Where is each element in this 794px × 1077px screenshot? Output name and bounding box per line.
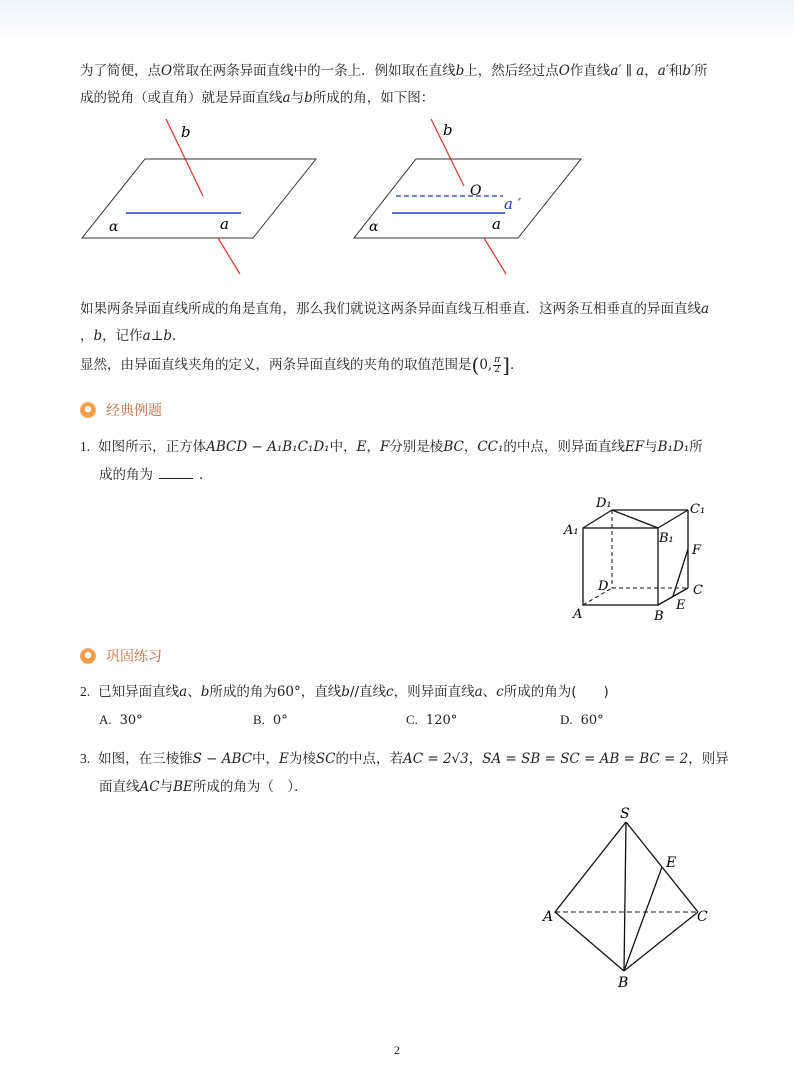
section-title: 巩固练习 [106,649,162,665]
text: 与 [290,90,305,106]
label-B: B [618,975,629,991]
header-band [0,0,794,38]
label-E: E [676,598,686,613]
skew-lines-figure [80,116,600,278]
label-b: b [443,121,453,139]
text: ， [468,751,483,767]
math-EF: EF [624,439,645,455]
label-D: D [598,579,609,594]
label-B: B [654,609,664,624]
text: 常取在两条异面直线中的一条上．例如取在直线 [172,63,456,79]
text: 中， [252,751,280,767]
lightbulb-icon [80,402,96,418]
edge-A1D1 [583,510,612,528]
choice-a[interactable] [99,712,143,728]
choice-value: 60° [580,713,604,728]
label-D1: D₁ [596,496,612,511]
math-E: E [356,439,367,455]
text: 显然，由异面直线夹角的定义，两条异面直线的夹角的取值范围是 [80,357,472,373]
label-C1: C₁ [690,502,706,517]
line-b-lower [484,238,506,274]
text: //直线 [349,684,387,700]
math-a-perp-b: a⊥b [142,328,173,344]
label-F: F [692,543,702,558]
label-E: E [666,855,677,871]
text: 所成的角为 [209,684,277,700]
interval-open: ( [471,353,480,377]
intro-line-2 [80,86,434,110]
math-F: F [379,439,390,455]
label-a: a [492,215,501,233]
label-b: b [181,123,191,141]
edge-SB [624,822,626,971]
edge-SA [555,822,626,912]
segment-B1D1 [612,510,658,528]
question-1-line-1 [80,435,703,459]
label-alpha: α [109,219,119,235]
text: 所成的角为（ ）． [192,779,308,795]
numerator: π [494,354,501,365]
text: 所成的角，如下图： [312,90,435,106]
cube-figure [560,490,720,626]
choice-value: 120° [425,713,458,728]
math-O: O [558,63,570,79]
text: ，则异 [688,751,729,767]
math-CC1: CC₁ [477,439,504,455]
right-plane-figure [354,119,581,274]
text: 面直线 [99,779,140,795]
text: 中， [329,439,357,455]
edge-AB [555,912,624,971]
math-b: b [93,328,103,344]
question-3-line-2 [99,775,308,799]
text: 的中点，若 [335,751,403,767]
math-a: a [282,90,291,106]
lightbulb-icon [80,648,96,664]
text: 、 [482,684,497,700]
choice-c[interactable] [406,712,457,728]
plane-alpha [354,159,581,238]
label-O: O [470,183,482,199]
math-b-prime: b′ [682,63,695,79]
math-cube: ABCD − A₁B₁C₁D₁ [206,439,330,455]
label-C: C [693,583,703,598]
interval-start: 0, [479,357,493,373]
math-c: c [496,684,504,700]
text: 与 [159,779,174,795]
front-face [583,528,658,605]
math-b: b [304,90,313,106]
text: ． [172,328,186,344]
math-O: O [161,63,173,79]
text: 如图所示，正方体 [98,439,207,455]
text: 、 [187,684,201,700]
page-number: 2 [394,1043,400,1057]
math-edge-lengths: SA = SB = SC = AB = BC = 2 [482,751,689,767]
label-alpha: α [369,219,379,235]
choice-label: D. [560,712,573,727]
question-number: 2. [80,684,91,699]
fraction-pi-over-2 [493,356,501,375]
label-a: a [220,215,229,233]
choice-d[interactable] [560,712,604,728]
interval-close: ] [502,353,510,377]
math-b: b [200,684,210,700]
math-a: a [701,301,710,317]
answer-blank[interactable] [159,464,193,479]
perp-line-2 [80,324,186,348]
math-SC: SC [315,751,336,767]
label-A1: A₁ [564,523,579,538]
math-a: a [179,684,188,700]
text: 已知异面直线 [98,684,180,700]
choice-value: 0° [272,713,288,728]
perp-line-1 [80,297,709,321]
text: 和 [668,63,683,79]
label-B1: B₁ [659,531,674,546]
text: ，记作 [102,328,143,344]
math-BC: BC [443,439,464,455]
text: 作直线 [569,63,611,79]
question-3-line-1 [80,747,729,771]
math-pyramid: S − ABC [192,751,253,767]
section-examples [80,398,162,422]
math-AC: AC [139,779,160,795]
choice-value: 30° [119,713,143,728]
pyramid-figure [540,800,720,995]
label-S: S [620,806,630,822]
text: ，直线 [300,684,342,700]
question-number: 3. [80,751,91,766]
text: ， [366,439,380,455]
text: ． [199,467,213,483]
math-60-deg: 60° [276,684,301,700]
text: ， [644,63,658,79]
question-2 [80,680,609,704]
line-b-lower [218,238,240,274]
text: 所成的角为( ) [503,684,609,700]
choice-label: C. [406,712,418,727]
math-b: b [455,63,465,79]
math-a-prime: a′ [657,63,669,79]
question-1-line-2 [99,463,213,487]
text: 的中点，则异面直线 [503,439,625,455]
perp-line-3 [80,353,523,377]
choice-b[interactable] [253,712,288,728]
left-plane-figure [82,119,316,274]
text: 上，然后经过点 [464,63,559,79]
text: ，则异面直线 [393,684,475,700]
text: 成的锐角（或直角）就是异面直线 [80,90,283,106]
text: 所 [689,439,703,455]
text: 为了简便，点 [80,63,161,79]
intro-line-1 [80,59,708,83]
math-BE: BE [173,779,193,795]
text: 如图，在三棱锥 [98,751,193,767]
choice-label: A. [99,712,112,727]
label-C: C [697,909,708,925]
section-title: 经典例题 [106,403,162,419]
text: 所 [694,63,708,79]
question-number: 1. [80,439,91,454]
text: ， [463,439,478,455]
text: ． [509,357,524,373]
text: 为棱 [288,751,316,767]
section-practice [80,644,162,668]
math-E: E [279,751,289,767]
math-B1D1: B₁D₁ [657,439,690,455]
math-b: b [341,684,350,700]
label-a-prime: a ′ [504,195,522,213]
text: 如果两条异面直线所成的角是直角，那么我们就说这两条异面直线互相垂直．这两条互相垂直的异面直线 [80,301,701,317]
choice-label: B. [253,712,265,727]
math-c: c [386,684,394,700]
math-a: a [474,684,483,700]
math-AC-length: AC = 2√3 [402,751,469,767]
edge-B1C1 [658,510,688,528]
text: ， [80,328,94,344]
text: 成的角为 [99,467,153,483]
text: 与 [644,439,658,455]
denominator: 2 [494,364,501,375]
label-A: A [573,607,583,622]
text: 分别是棱 [389,439,444,455]
label-A: A [543,909,554,925]
math-a-prime-parallel: a′ ∥ a [610,63,645,79]
